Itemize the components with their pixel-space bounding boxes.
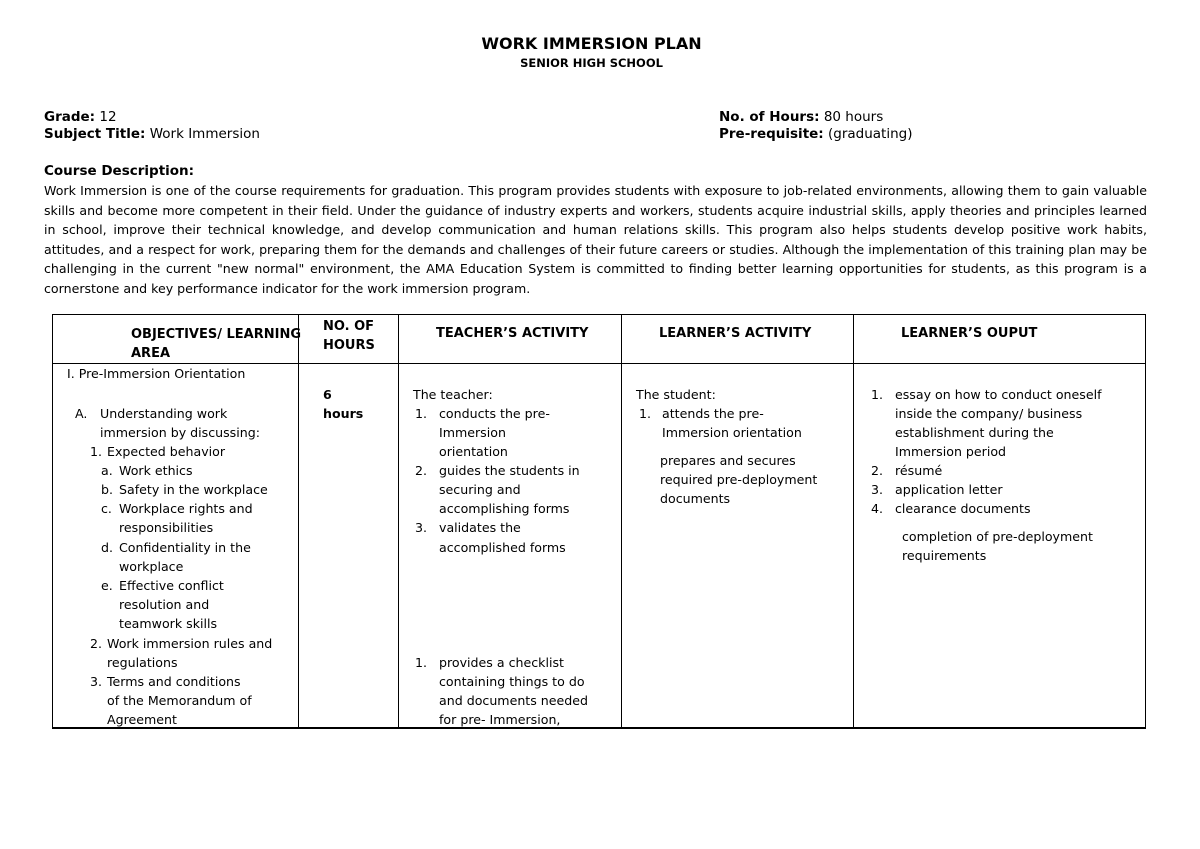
output-3: application letter <box>895 482 1003 497</box>
objective-sub-e-line2: resolution and <box>119 597 210 612</box>
list-marker: 2. <box>90 636 103 651</box>
learner-activity-1-line1: attends the pre- <box>662 406 764 421</box>
list-marker: 2. <box>871 463 884 478</box>
objective-item-2-line1: Work immersion rules and <box>107 636 273 651</box>
grade-value: 12 <box>99 109 117 125</box>
column-divider <box>853 315 854 727</box>
objective-sub-c-line2: responsibilities <box>119 520 214 535</box>
teacher-activity-4-line4: for pre- Immersion, <box>439 712 561 727</box>
learner-activity-1-line2: Immersion orientation <box>662 425 802 440</box>
subject-line <box>44 125 260 143</box>
objective-sub-c-line1: Workplace rights and <box>119 501 253 516</box>
prereq-value: (graduating) <box>828 126 913 142</box>
header-objectives-line2: AREA <box>131 346 171 361</box>
list-marker: 2. <box>415 463 428 478</box>
objective-sub-d-line1: Confidentiality in the <box>119 540 251 555</box>
hours-value-number: 6 <box>323 387 332 402</box>
teacher-activity-1-line1: conducts the pre- <box>439 406 550 421</box>
column-divider <box>298 315 299 727</box>
header-learner-activity: LEARNER’S ACTIVITY <box>659 326 812 341</box>
objective-item-2-line2: regulations <box>107 655 178 670</box>
header-objectives <box>131 325 301 363</box>
header-objectives-line1: OBJECTIVES/ LEARNING <box>131 327 302 342</box>
objective-sub-b: Safety in the workplace <box>119 482 268 497</box>
learner-activity-2-line2: required pre-deployment <box>660 472 818 487</box>
list-marker: 4. <box>871 501 884 516</box>
teacher-activity-4-line1: provides a checklist <box>439 655 564 670</box>
header-teacher-activity: TEACHER’S ACTIVITY <box>436 326 589 341</box>
objective-sub-d-line2: workplace <box>119 559 184 574</box>
output-1-line3: establishment during the <box>895 425 1054 440</box>
hours-label: No. of Hours: <box>719 109 820 125</box>
objective-sub-a: Work ethics <box>119 463 193 478</box>
list-marker: a. <box>101 463 113 478</box>
teacher-activity-3-line2: accomplished forms <box>439 540 566 555</box>
list-marker: e. <box>101 578 113 593</box>
header-hours <box>323 317 375 355</box>
list-marker: A. <box>75 406 88 421</box>
teacher-activity-1-line2: Immersion <box>439 425 506 440</box>
teacher-intro: The teacher: <box>413 387 493 402</box>
list-marker: b. <box>101 482 113 497</box>
objective-item-3-line2: of the Memorandum of <box>107 693 252 708</box>
column-divider <box>398 315 399 727</box>
subject-label: Subject Title: <box>44 126 146 142</box>
list-marker: 1. <box>90 444 103 459</box>
teacher-activity-3-line1: validates the <box>439 520 521 535</box>
course-description-text: Work Immersion is one of the course requirements for graduation. This program provides students with exposure to job-related environments, allowing them to gain valuable skills and become more competent in their field. Under the guidance of industry experts and workers, students acquire industrial skills, apply theories and principles learned in school, improve their technical knowledge, and develop communication and human relations skills. This program also helps students develop positive work habits, attitudes, and a respect for work, preparing them for the demands and challenges of their future careers or studies. Although the implementation of this training plan may be challenging in the current "new normal" environment, the AMA Education System is committed to finding better learning opportunities for students, as this program is a cornerstone and key performance indicator for the work immersion program. <box>44 183 1147 296</box>
hours-value: 80 hours <box>823 109 884 125</box>
column-divider <box>621 315 622 727</box>
plan-table <box>52 314 1146 729</box>
grade-label: Grade: <box>44 109 96 125</box>
objective-item-3-line1: Terms and conditions <box>107 674 241 689</box>
output-5-line2: requirements <box>902 548 987 563</box>
header-hours-line1: NO. OF <box>323 319 375 334</box>
teacher-activity-1-line3: orientation <box>439 444 508 459</box>
header-learner-output: LEARNER’S OUPUT <box>901 326 1038 341</box>
objective-sub-e-line3: teamwork skills <box>119 616 218 631</box>
list-marker: 1. <box>639 406 652 421</box>
hours-line <box>719 108 883 126</box>
list-marker: 3. <box>871 482 884 497</box>
teacher-activity-4-line3: and documents needed <box>439 693 589 708</box>
list-marker: 1. <box>415 406 428 421</box>
prereq-label: Pre-requisite: <box>719 126 824 142</box>
document-title: WORK IMMERSION PLAN <box>481 34 702 53</box>
objective-sub-e-line1: Effective conflict <box>119 578 224 593</box>
list-marker: 1. <box>415 655 428 670</box>
output-1-line2: inside the company/ business <box>895 406 1083 421</box>
course-description-heading: Course Description: <box>44 163 195 179</box>
objective-a-line1: Understanding work <box>100 406 228 421</box>
teacher-activity-2-line2: securing and <box>439 482 521 497</box>
output-1-line1: essay on how to conduct oneself <box>895 387 1102 402</box>
objective-a-line2: immersion by discussing: <box>100 425 260 440</box>
learner-activity-2-line1: prepares and secures <box>660 453 796 468</box>
header-hours-line2: HOURS <box>323 338 375 353</box>
subject-value: Work Immersion <box>149 126 260 142</box>
list-marker: 3. <box>415 520 428 535</box>
learner-activity-2-line3: documents <box>660 491 731 506</box>
list-marker: 1. <box>871 387 884 402</box>
output-4: clearance documents <box>895 501 1031 516</box>
output-1-line4: Immersion period <box>895 444 1007 459</box>
list-marker: d. <box>101 540 113 555</box>
objective-item-3-line3: Agreement <box>107 712 177 727</box>
grade-line <box>44 108 117 126</box>
list-marker: 3. <box>90 674 103 689</box>
document-subtitle: SENIOR HIGH SCHOOL <box>520 56 663 70</box>
section-title: I. Pre-Immersion Orientation <box>67 366 246 381</box>
list-marker: c. <box>101 501 112 516</box>
prereq-line <box>719 125 913 143</box>
learner-intro: The student: <box>636 387 716 402</box>
teacher-activity-4-line2: containing things to do <box>439 674 585 689</box>
output-5-line1: completion of pre-deployment <box>902 529 1093 544</box>
teacher-activity-2-line1: guides the students in <box>439 463 580 478</box>
objective-item-1: Expected behavior <box>107 444 226 459</box>
output-2: résumé <box>895 463 943 478</box>
hours-value-unit: hours <box>323 406 364 421</box>
teacher-activity-2-line3: accomplishing forms <box>439 501 570 516</box>
